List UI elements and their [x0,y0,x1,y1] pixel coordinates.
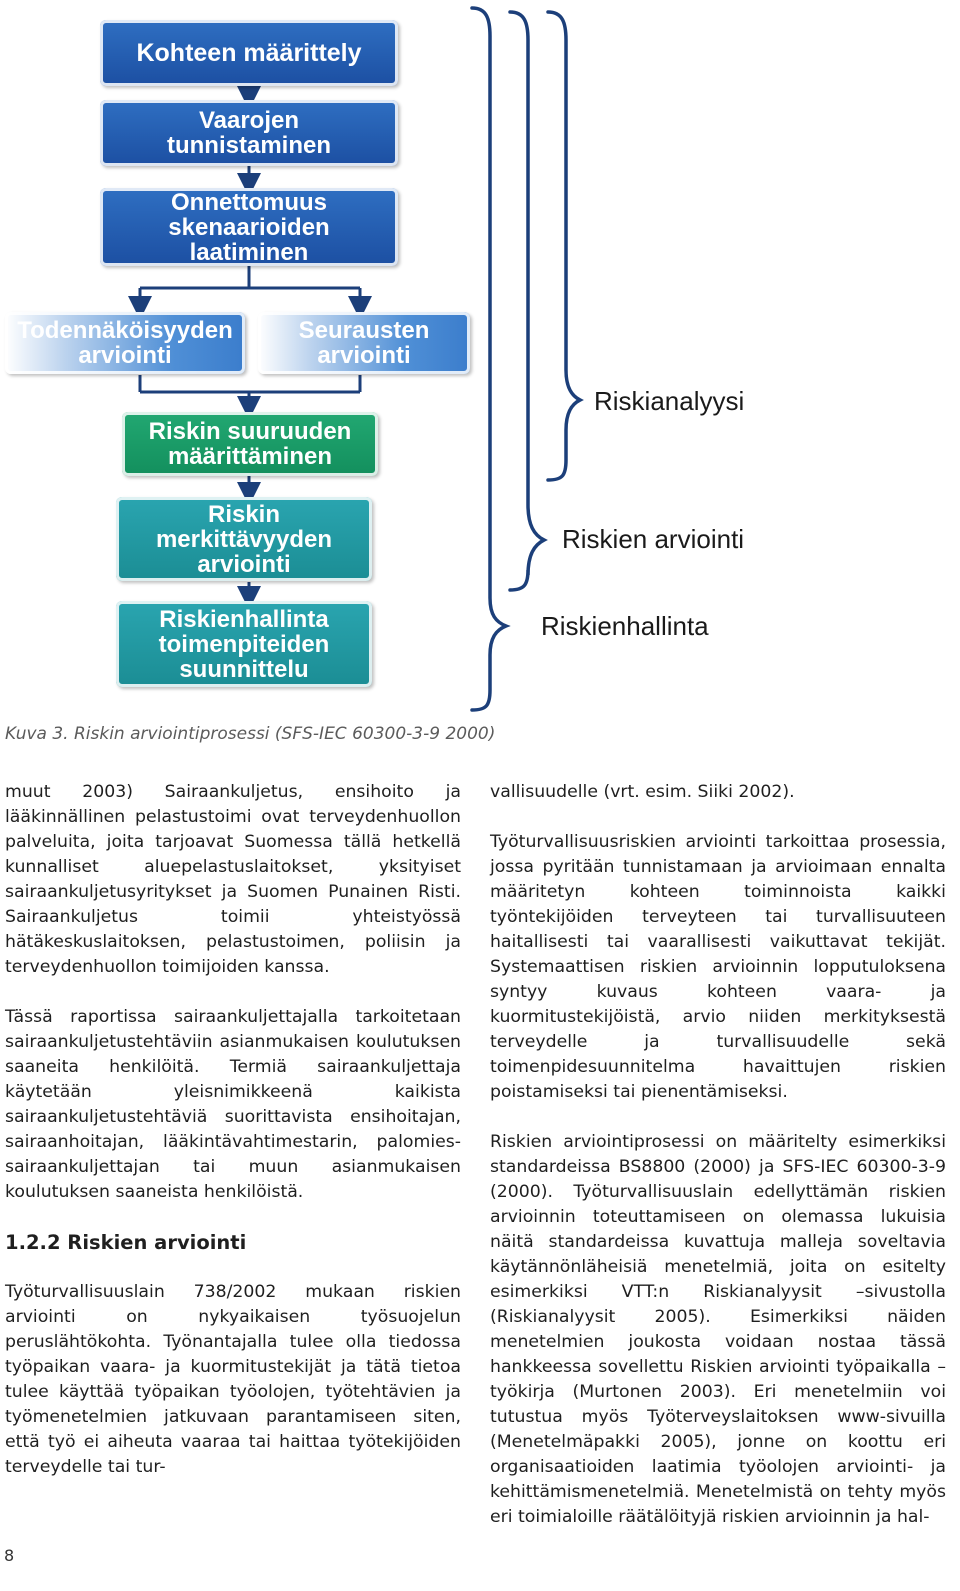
box-seurausten-arviointi: Seurausten arviointi [258,312,470,374]
box-riskin-suuruuden-maarittaminen: Riskin suuruuden määrittäminen [122,412,378,476]
label-riskienhallinta: Riskienhallinta [541,611,709,641]
box-onnettomuus-skenaarioiden-laatiminen: Onnettomuus skenaarioiden laatiminen [100,188,398,266]
brace-riskienhallinta [472,8,506,710]
paragraph: Riskien arviointiprosessi on määritelty esimerkiksi standardeissa BS8800 (2000) ja SFS-IEC 60300-3-9 (2000). Työturvallisuuslain edellyttämän riskien arvioinnin toteuttamiseen on olemassa lukuisia näitä standardeissa kuvattuja malleja soveltavia käytännönläheisiä menetelmiä, joita on esitelty esimerkiksi VTT:n Riskianalyysit –sivustolla (Riskianalyysit 2005). Esimerkiksi näiden menetelmien joukosta voidaan nostaa tässä hankkeessa sovellettu Riskien arviointi työpaikalla –työkirja (Murtonen 2003). Eri menetelmiin voi tutustua myös Työterveyslaitoksen www-sivuilla (Menetelmäpakki 2005), jonne on koottu eri organisaatioiden laatimia työolojen arviointi- ja kehittämismenetelmiä. Menetelmistä on tehty myös eri toimialoille räätälöityjä riskien arvioinnin ja hal- [490,1132,946,1527]
section-heading: 1.2.2 Riskien arviointi [5,1231,247,1254]
box-vaarojen-tunnistaminen: Vaarojen tunnistaminen [100,100,398,166]
box-kohteen-maarittely: Kohteen määrittely [100,20,398,86]
label-riskien-arviointi: Riskien arviointi [562,524,745,554]
brace-riskianalyysi [548,12,580,480]
paragraph: Työturvallisuusriskien arviointi tarkoittaa prosessia, jossa pyritään tunnistamaan ja arvioimaan ennalta määritetyn kohteen toiminnoista kaikki työntekijöiden terveyteen tai turvallisuuteen haitallisesti tai vaarallisesti vaikuttavat tekijät. Systemaattisen riskien arvioinnin lopputuloksena syntyy kuvaus kohteen vaara- ja kuormitustekijöistä, arvio niiden merkityksestä terveydelle ja turvallisuudelle sekä toimenpidesuunnitelma havaittujen riskien poistamiseksi tai pienentämiseksi. [490,832,946,1102]
box-riskienhallinta-toimenpiteiden-suunnittelu: Riskienhallinta toimenpiteiden suunnittelu [116,601,372,687]
label-riskianalyysi: Riskianalyysi [594,386,745,416]
paragraph: muut 2003) Sairaankuljetus, ensihoito ja lääkinnällinen pelastustoimi ovat terveydenhuollon palveluita, joita tarjoavat Suomessa tällä hetkellä kunnalliset aluepelastuslaitokset, yksityiset sairaankuljetusyritykset ja Suomen Punainen Risti. Sairaankuljetus toimii yhteistyössä hätäkeskuslaitoksen, pelastustoimen, poliisin ja terveydenhuollon toimijoiden kanssa. [5,782,461,977]
right-column [490,780,946,1555]
left-column [5,780,461,1505]
brace-riskien-arviointi [510,12,544,590]
box-todennakoisyyden-arviointi: Todennäköisyyden arviointi [5,312,245,374]
figure-caption: Kuva 3. Riskin arviointiprosessi (SFS-IEC 60300-3-9 2000) [5,724,496,744]
paragraph: Tässä raportissa sairaankuljettajalla tarkoitetaan sairaankuljetustehtäviin asianmukaisen koulutuksen saaneita henkilöitä. Termiä sairaankuljettaja käytetään yleisnimikkeenä kaikista sairaankuljetustehtäviä suorittavista ensihoitajan, sairaanhoitajan, lääkintävahtimestarin, palomies-sairaankuljettajan tai muun asianmukaisen koulutuksen saaneista henkilöistä. [5,1007,461,1202]
page-number: 8 [4,1546,15,1565]
paragraph: vallisuudelle (vrt. esim. Siiki 2002). [490,782,795,802]
paragraph: Työturvallisuuslain 738/2002 mukaan riskien arviointi on nykyaikaisen työsuojelun peruslähtökohta. Työnantajalla tulee olla tiedossa työpaikan vaara- ja kuormitustekijät ja tätä tietoa tulee käyttää työpaikan työolojen, työtehtävien ja työmenetelmien jatkuvaan parantamiseen siten, että työ ei aiheuta vaaraa tai haittaa työtekijöiden terveydelle tai tur- [5,1282,461,1477]
box-riskin-merkittavyyden-arviointi: Riskin merkittävyyden arviointi [116,497,372,581]
risk-assessment-process-diagram [0,0,960,730]
